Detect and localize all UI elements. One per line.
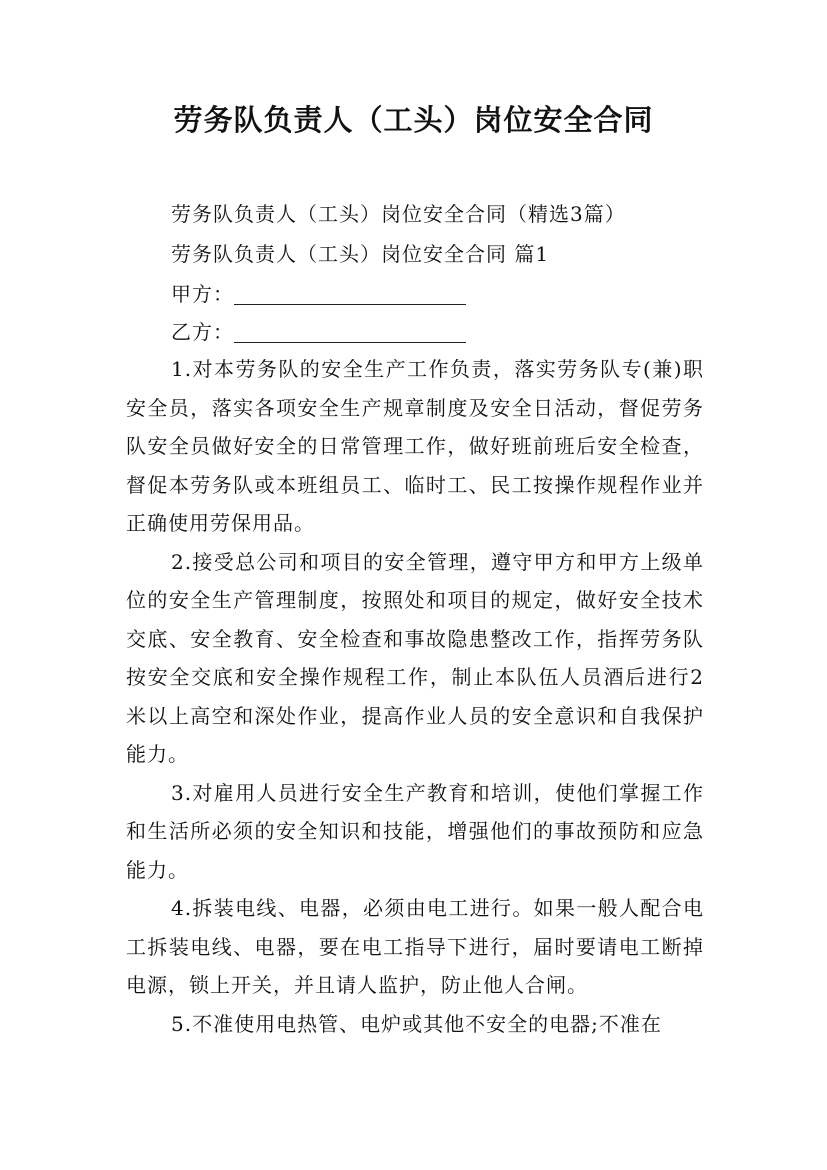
document-title: 劳务队负责人（工头）岗位安全合同 <box>173 103 654 137</box>
section-heading: 劳务队负责人（工头）岗位安全合同 篇1 <box>171 242 550 266</box>
paragraph-2: 2.接受总公司和项目的安全管理，遵守甲方和甲方上级单位的安全生产管理制度，按照处和项目的规定，做好安全技术交底、安全教育、安全检查和事故隐患整改工作，指挥劳务队按安全交底和安全操作规程工作，制止本队伍人员酒后进行2米以上高空和深处作业，提高作业人员的安全意识和自我保护能力。 <box>126 549 704 766</box>
contract-body <box>126 350 704 1043</box>
party-b-label: 乙方： <box>171 320 234 344</box>
paragraph-4: 4.拆装电线、电器，必须由电工进行。如果一般人配合电工拆装电线、电器，要在电工指导下进行，届时要请电工断掉电源，锁上开关，并且请人监护，防止他人合闸。 <box>126 896 704 997</box>
paragraph-5: 5.不准使用电热管、电炉或其他不安全的电器;不准在 <box>171 1011 662 1036</box>
party-a-blank <box>234 284 466 305</box>
party-b-blank <box>234 322 466 343</box>
party-a-label: 甲方： <box>171 282 234 306</box>
paragraph-1: 1.对本劳务队的安全生产工作负责，落实劳务队专(兼)职安全员，落实各项安全生产规章制度及安全日活动，督促劳务队安全员做好安全的日常管理工作，做好班前班后安全检查，督促本劳务队或本班组员工、临时工、民工按操作规程作业并正确使用劳保用品。 <box>126 357 704 535</box>
party-b-line <box>171 316 466 345</box>
party-a-line <box>171 278 466 307</box>
document-subtitle: 劳务队负责人（工头）岗位安全合同（精选3篇） <box>171 202 626 226</box>
paragraph-3: 3.对雇用人员进行安全生产教育和培训，使他们掌握工作和生活所必须的安全知识和技能，增强他们的事故预防和应急能力。 <box>126 780 704 882</box>
